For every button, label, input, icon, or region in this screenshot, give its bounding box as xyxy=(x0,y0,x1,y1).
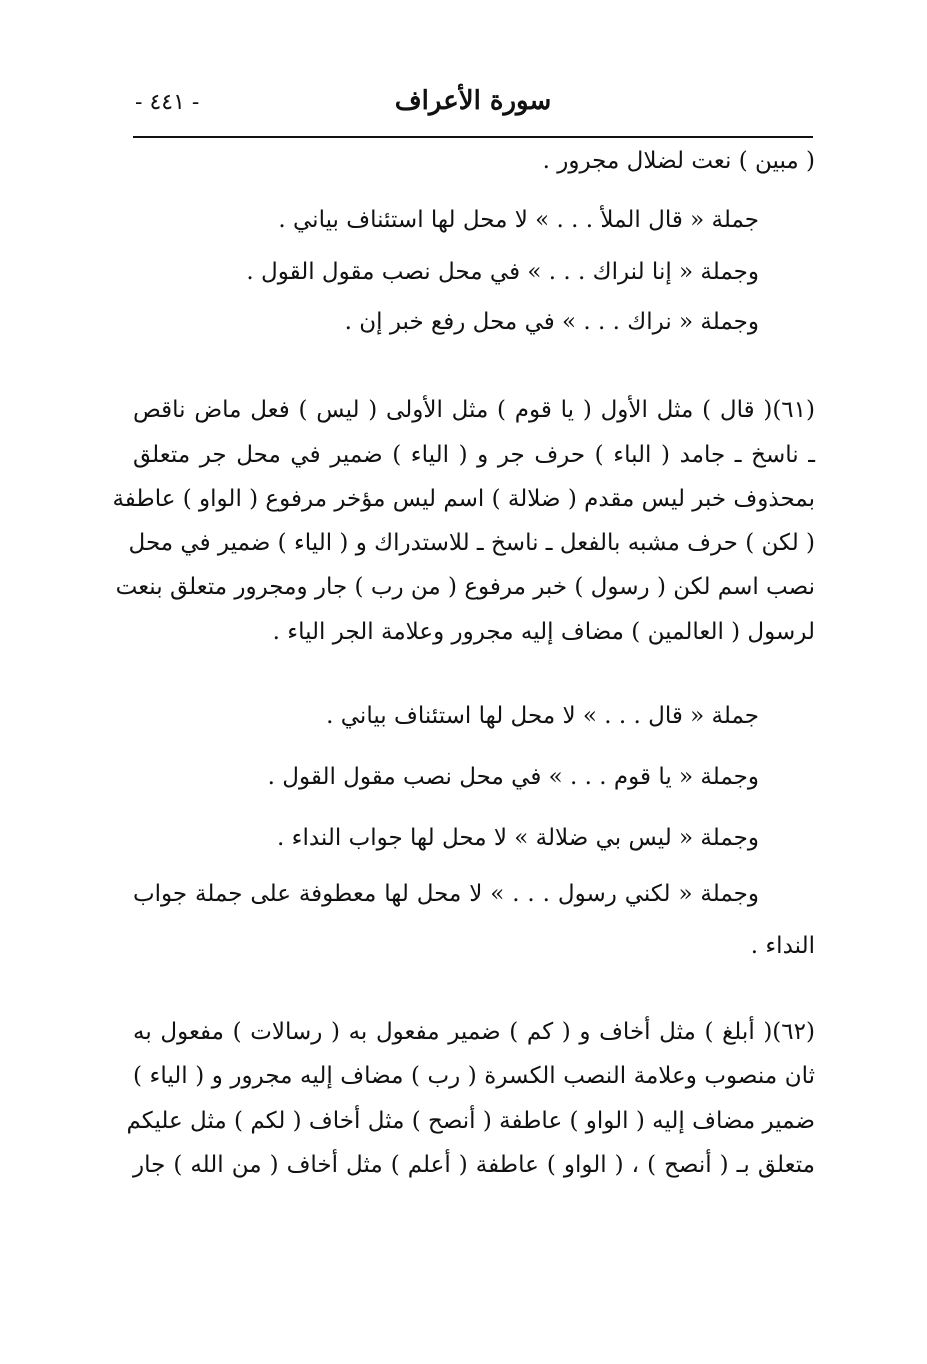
text-line: ( مبين ) نعت لضلال مجرور . xyxy=(542,148,815,174)
text-line: جملة « قال الملأ . . . » لا محل لها استئناف بياني . xyxy=(278,207,759,233)
text-line: لرسول ( العالمين ) مضاف إليه مجرور وعلامة الجر الياء . xyxy=(272,619,815,645)
text-line: ثان منصوب وعلامة النصب الكسرة ( رب ) مضاف إليه مجرور و ( الياء ) xyxy=(133,1063,815,1089)
text-line: بمحذوف خبر ليس مقدم ( ضلالة ) اسم ليس مؤخر مرفوع ( الواو ) عاطفة xyxy=(112,486,815,512)
text-line: وجملة « لكني رسول . . . » لا محل لها معطوفة على جملة جواب xyxy=(133,881,759,907)
text-line: (٦٢)( أبلغ ) مثل أخاف و ( كم ) ضمير مفعول به ( رسالات ) مفعول به xyxy=(133,1019,815,1045)
text-line: وجملة « نراك . . . » في محل رفع خبر إن . xyxy=(344,309,759,335)
header-divider xyxy=(133,136,813,138)
text-line: ضمير مضاف إليه ( الواو ) عاطفة ( أنصح ) مثل أخاف ( لكم ) مثل عليكم xyxy=(126,1108,815,1134)
page-header xyxy=(133,82,813,122)
text-line: النداء . xyxy=(750,933,815,959)
text-line: ( لكن ) حرف مشبه بالفعل ـ ناسخ ـ للاستدراك و ( الياء ) ضمير في محل xyxy=(128,530,815,556)
text-line: متعلق بـ ( أنصح ) ، ( الواو ) عاطفة ( أعلم ) مثل أخاف ( من الله ) جار xyxy=(133,1152,815,1178)
text-line: جملة « قال . . . » لا محل لها استئناف بياني . xyxy=(326,703,759,729)
surah-title: سورة الأعراف xyxy=(394,86,552,116)
text-line: (٦١)( قال ) مثل الأول ( يا قوم ) مثل الأولى ( ليس ) فعل ماض ناقص xyxy=(133,397,815,423)
text-line: وجملة « ليس بي ضلالة » لا محل لها جواب النداء . xyxy=(277,825,759,851)
page-number: - ٤٤١ - xyxy=(135,90,200,115)
text-line: وجملة « إنا لنراك . . . » في محل نصب مقول القول . xyxy=(246,259,759,285)
text-line: ـ ناسخ ـ جامد ( الباء ) حرف جر و ( الياء ) ضمير في محل جر متعلق xyxy=(133,442,815,468)
text-line: وجملة « يا قوم . . . » في محل نصب مقول القول . xyxy=(267,764,759,790)
text-line: نصب اسم لكن ( رسول ) خبر مرفوع ( من رب ) جار ومجرور متعلق بنعت xyxy=(115,574,815,600)
